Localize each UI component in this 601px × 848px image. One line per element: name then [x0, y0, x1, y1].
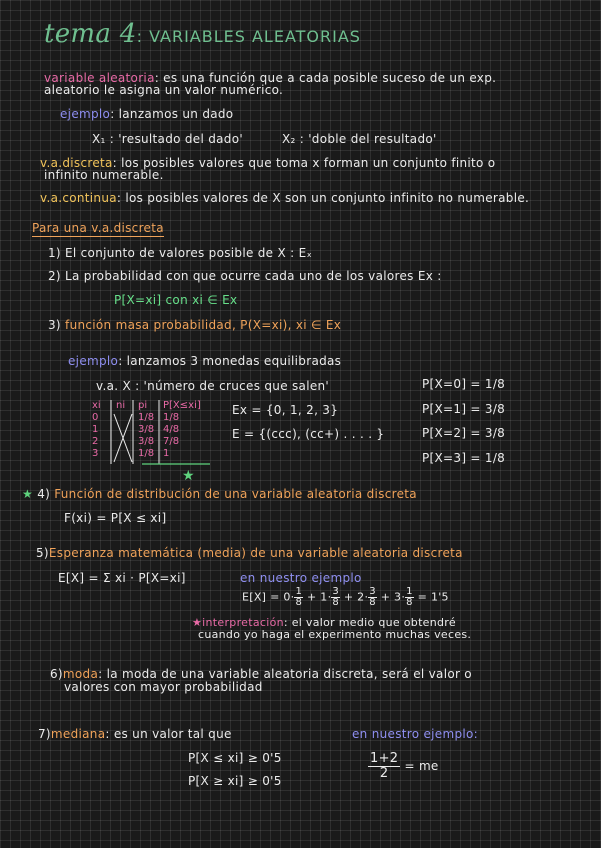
- ex-set: Ex = {0, 1, 2, 3}: [232, 403, 339, 417]
- item-5: [36, 547, 463, 560]
- title-subtitle: : VARIABLES ALEATORIAS: [136, 27, 361, 46]
- fraction: $\frac{1}{8}$: [406, 586, 413, 608]
- item-5-num: 5): [36, 546, 49, 560]
- calc-t1: + 1·: [306, 590, 332, 604]
- title-word: tema 4: [44, 19, 137, 49]
- prob-x2: P[X=2] = 3/8: [422, 426, 506, 440]
- xi-cell: 2: [92, 436, 99, 447]
- prob-x1: P[X=1] = 3/8: [422, 402, 506, 416]
- item-6-term: moda: [62, 667, 99, 681]
- ejemplo-dado: [60, 108, 233, 121]
- item-3-term: función masa probabilidad: [65, 318, 232, 332]
- item-3-formula: , P(X=xi), xi ∈ Ex: [231, 318, 342, 332]
- discreta-text1: : los posibles valores que toma x forman un conjunto finito o: [112, 156, 496, 170]
- def-va-term: variable aleatoria: [44, 71, 155, 85]
- item-6-line2: valores con mayor probabilidad: [64, 680, 263, 694]
- cum-cell: 7/8: [163, 436, 180, 447]
- en-nuestro-ejemplo-2: en nuestro ejemplo:: [352, 727, 479, 741]
- median-fraction: $\frac{1+2}{2}$: [370, 751, 399, 781]
- cum-cell: 1: [163, 448, 170, 459]
- xi-cell: 3: [92, 448, 99, 459]
- ejemplo2-label: ejemplo: [68, 354, 119, 368]
- calc-t3: + 3·: [380, 590, 406, 604]
- col-pi: [138, 400, 154, 460]
- section-discreta-label: Para una v.a.discreta: [32, 221, 164, 235]
- discreta-term: v.a.discreta: [40, 156, 113, 170]
- prob-x0: P[X=0] = 1/8: [422, 377, 506, 391]
- x1-definition: X₁ : 'resultado del dado': [92, 132, 243, 146]
- item-6-num: 6): [50, 667, 63, 681]
- interp-line2: cuando yo haga el experimento muchas veces.: [198, 628, 472, 641]
- va-x-definition: v.a. X : 'número de cruces que salen': [96, 379, 330, 393]
- ejemplo-label: ejemplo: [60, 107, 111, 121]
- item-6-text1: : la moda de una variable aleatoria discreta, será el valor o: [98, 667, 472, 681]
- median-result: = me: [404, 759, 439, 773]
- item-3: [48, 319, 341, 332]
- item-4-num: 4): [37, 487, 51, 501]
- table-lines: [92, 400, 222, 465]
- median-cond-1: P[X ≤ xi] ≥ 0'5: [188, 751, 282, 765]
- e-set: E = {(ccc), (cc+) . . . . }: [232, 427, 385, 441]
- prob-x3: P[X=3] = 1/8: [422, 451, 506, 465]
- item-5-text: Esperanza matemática (media) de una variable aleatoria discreta: [48, 546, 463, 560]
- distribution-formula: F(xi) = P[X ≤ xi]: [64, 511, 167, 525]
- pi-cell: 3/8: [138, 424, 155, 435]
- interp-text1: : el valor medio que obtendré: [283, 616, 456, 629]
- def-va-line2: aleatorio le asigna un valor numérico.: [44, 83, 284, 97]
- cum-cell: 1/8: [163, 412, 180, 423]
- fraction: $\frac{3}{8}$: [332, 586, 340, 608]
- xi-cell: 1: [92, 424, 99, 435]
- discreta-line2: infinito numerable.: [44, 168, 164, 182]
- ejemplo-text: : lanzamos un dado: [110, 107, 234, 121]
- ejemplo2-text: : lanzamos 3 monedas equilibradas: [118, 354, 342, 368]
- median-cond-2: P[X ≥ xi] ≥ 0'5: [188, 774, 282, 788]
- expectation-calc: [242, 587, 449, 608]
- item-4: [22, 488, 417, 501]
- item-1: 1) El conjunto de valores posible de X : Eₓ: [48, 246, 313, 260]
- item-3-num: 3): [48, 318, 61, 332]
- item-2: 2) La probabilidad con que ocurre cada uno de los valores Ex :: [48, 269, 442, 283]
- page-title: [44, 19, 361, 49]
- star-icon: ★: [22, 487, 38, 501]
- cum-cell: 4/8: [163, 424, 180, 435]
- expectation-formula: E[X] = Σ xi · P[X=xi]: [58, 571, 186, 585]
- fraction: $\frac{1}{8}$: [295, 586, 303, 608]
- pi-cell: 3/8: [138, 436, 155, 447]
- interp-term: interpretación: [202, 616, 284, 629]
- continua-term: v.a.continua: [40, 191, 117, 205]
- calc-result: = 1'5: [417, 590, 449, 604]
- col-cum: [163, 400, 201, 460]
- def-va-text1: : es una función que a cada posible suceso de un exp.: [154, 71, 497, 85]
- prob-formula: P[X=xi] con xi ∈ Ex: [114, 293, 238, 307]
- star-icon: ★: [182, 468, 195, 484]
- xi-cell: 0: [92, 412, 99, 423]
- continua-text: : los posibles valores de X son un conjunto infinito no numerable.: [116, 191, 530, 205]
- item-7: [38, 728, 232, 741]
- item-7-num: 7): [38, 727, 51, 741]
- def-continua: [40, 192, 529, 205]
- item-7-term: mediana: [50, 727, 106, 741]
- ejemplo-monedas: [68, 355, 341, 368]
- x2-definition: X₂ : 'doble del resultado': [282, 132, 437, 146]
- pi-cell: 1/8: [138, 412, 155, 423]
- cum-header: P[X≤xi]: [163, 400, 201, 411]
- xi-header: xi: [92, 400, 101, 411]
- section-discreta: [32, 222, 164, 235]
- calc-t2: + 2·: [343, 590, 369, 604]
- ni-header: ni: [116, 400, 126, 411]
- pi-cell: 1/8: [138, 448, 155, 459]
- star-icon: ★: [192, 616, 203, 629]
- item-7-text: : es un valor tal que: [105, 727, 232, 741]
- item-4-text: Función de distribución de una variable aleatoria discreta: [54, 487, 417, 501]
- en-nuestro-ejemplo: en nuestro ejemplo: [240, 571, 362, 585]
- pi-header: pi: [138, 400, 148, 411]
- fraction: $\frac{3}{8}$: [369, 586, 376, 608]
- calc-lhs: E[X] = 0·: [242, 590, 295, 604]
- median-example: [368, 752, 439, 781]
